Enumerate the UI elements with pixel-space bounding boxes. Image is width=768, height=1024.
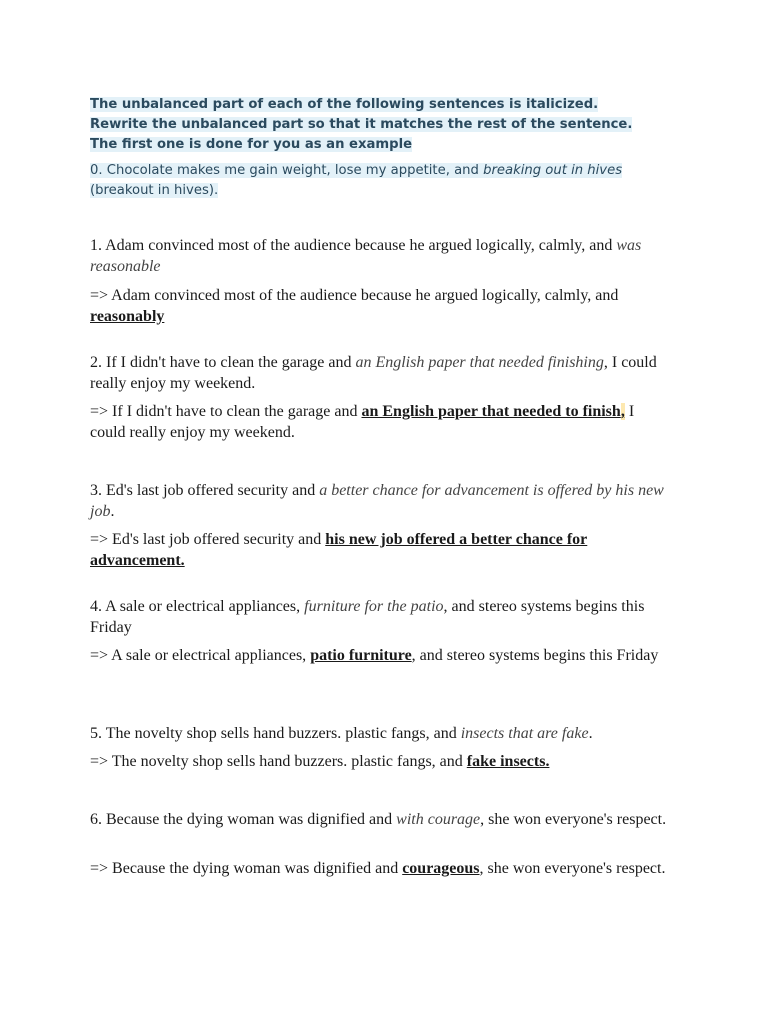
question-2-italic: an English paper that needed finishing [355,354,604,371]
answer-3 [90,529,660,571]
answer-5-correction: fake insects. [466,753,550,770]
answer-6-text: => Because the dying woman was dignified and [90,860,403,877]
answer-5-text: => The novelty shop sells hand buzzers. plastic fangs, and [90,753,467,770]
question-4-suffix: , and stereo systems begins this Friday [90,598,645,636]
question-4 [90,596,690,638]
question-5-text: 5. The novelty shop sells hand buzzers. plastic fangs, and [90,725,461,742]
question-5 [90,723,700,744]
question-3-italic: a better chance for advancement is offered by his new job [90,482,664,520]
instructions [90,95,650,155]
answer-2-correction: an English paper that needed to finish [361,403,621,420]
question-4-italic: furniture for the patio [304,598,444,615]
answer-4-correction: patio furniture [310,647,412,664]
example-italic: breaking out in hives [483,163,623,178]
answer-2-text: => If I didn't have to clean the garage and [90,403,362,420]
answer-4-suffix: , and stereo systems begins this Friday [411,647,659,664]
question-2 [90,352,680,394]
question-5-suffix: . [588,725,593,742]
answer-4 [90,645,690,666]
answer-6-suffix: , she won everyone's respect. [479,860,666,877]
question-2-text: 2. If I didn't have to clean the garage and [90,354,356,371]
question-6 [90,809,680,830]
answer-5 [90,751,710,772]
answer-2-highlight: , [620,403,625,420]
question-6-text: 6. Because the dying woman was dignified and [90,811,397,828]
answer-1 [90,285,690,327]
example-text: 0. Chocolate makes me gain weight, lose my appetite, and [90,163,484,178]
answer-4-text: => A sale or electrical appliances, [90,647,311,664]
answer-6 [90,858,680,879]
answer-3-correction: his new job offered a better chance for advancement. [90,531,588,569]
question-1 [90,235,650,277]
question-1-italic: was reasonable [90,237,642,275]
question-1-text: 1. Adam convinced most of the audience because he argued logically, calmly, and [90,237,617,254]
question-3-suffix: . [110,503,115,520]
question-3 [90,480,680,522]
question-4-text: 4. A sale or electrical appliances, [90,598,305,615]
answer-1-text: => Adam convinced most of the audience because he argued logically, calmly, and [90,287,619,304]
example-highlight [90,163,622,198]
question-3-text: 3. Ed's last job offered security and [90,482,320,499]
answer-3-text: => Ed's last job offered security and [90,531,326,548]
answer-2-suffix: I could really enjoy my weekend. [90,403,635,441]
example-answer: (breakout in hives). [90,183,219,198]
question-2-suffix: , I could really enjoy my weekend. [90,354,657,392]
answer-1-correction: reasonably [90,308,165,325]
answer-6-correction: courageous [402,860,480,877]
instructions-text: The unbalanced part of each of the following sentences is italicized. Rewrite the unbalanced part so that it matches the rest of the sentence. The first one is done for you as an example [90,97,633,152]
question-5-italic: insects that are fake [460,725,589,742]
question-6-suffix: , she won everyone's respect. [480,811,667,828]
example-item [90,161,675,201]
answer-2 [90,401,650,443]
question-6-italic: with courage [396,811,481,828]
